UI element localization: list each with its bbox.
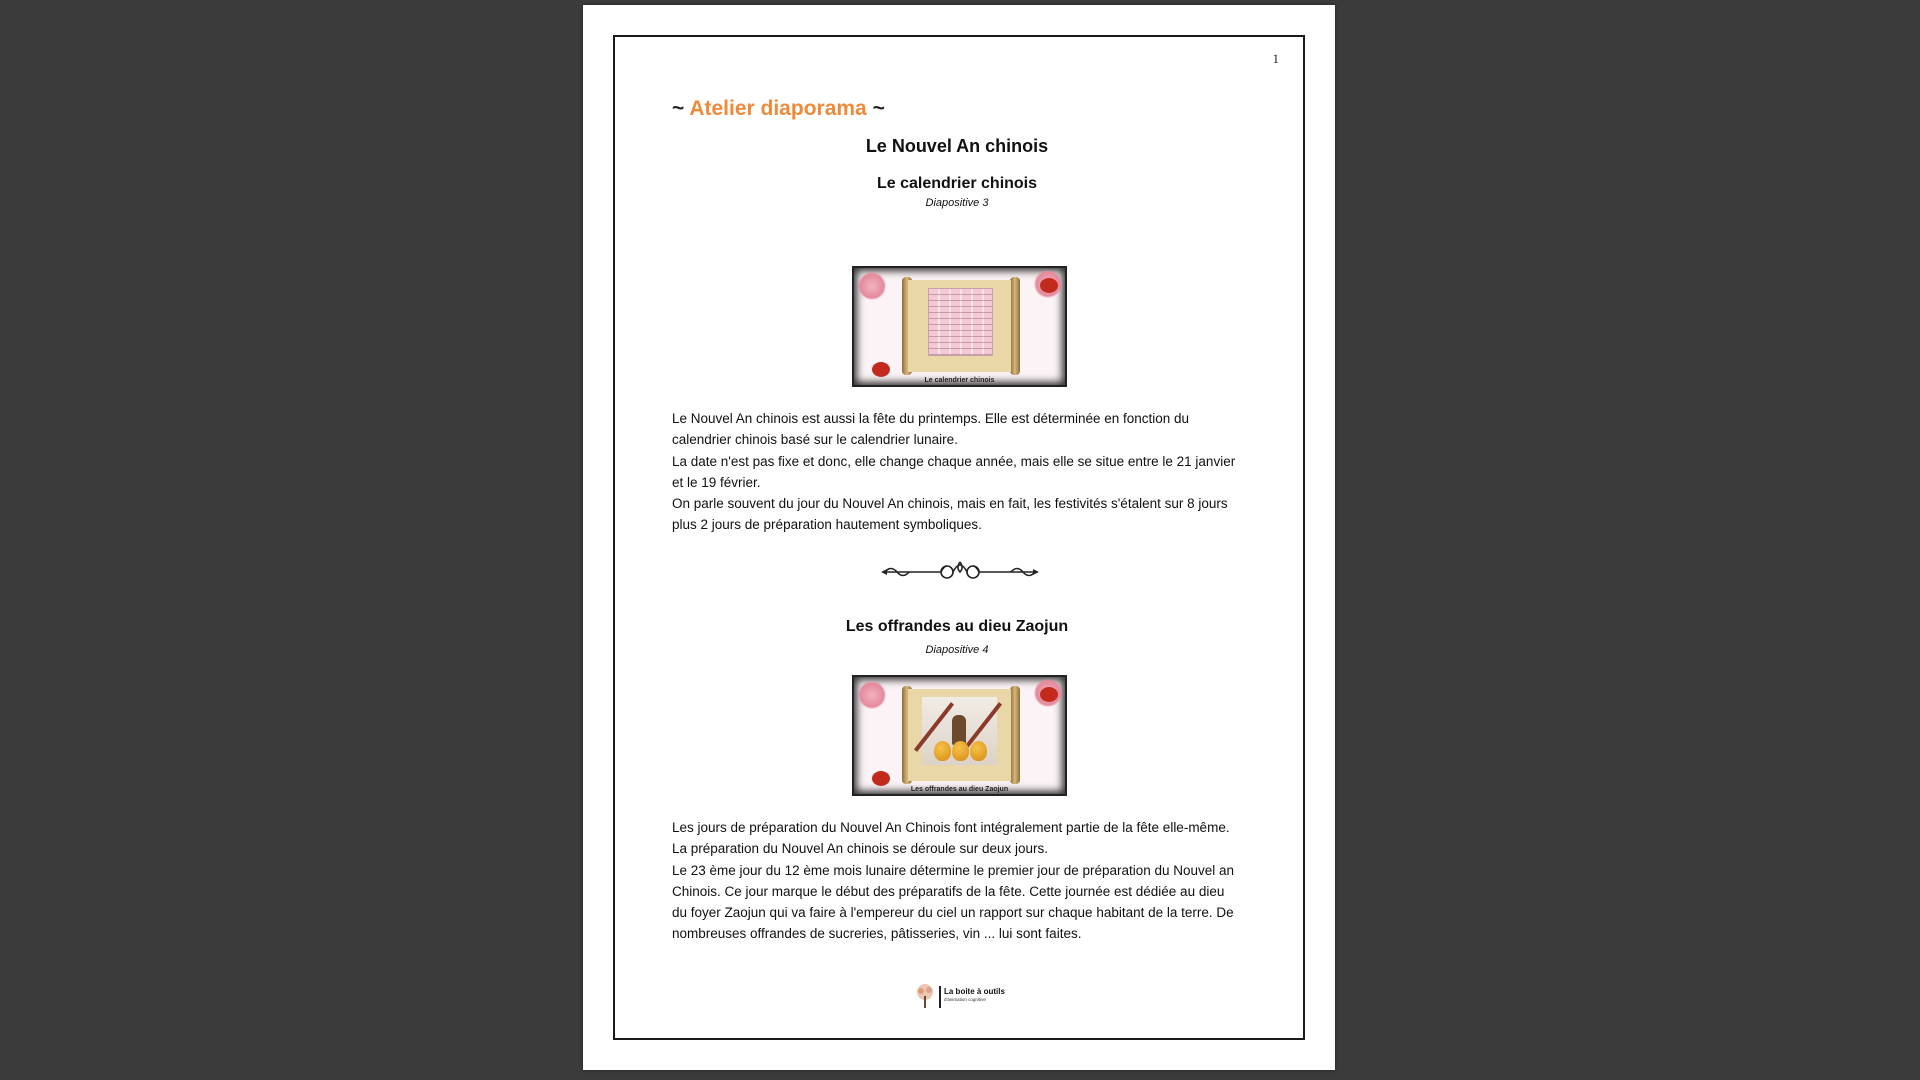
slide-thumbnail-calendar <box>852 266 1067 387</box>
atelier-prefix: ~ <box>672 97 690 120</box>
lantern-decoration <box>872 362 890 377</box>
lantern-decoration <box>1040 687 1058 702</box>
section-title-calendar: Le calendrier chinois <box>876 175 1038 192</box>
logo-tagline: d'animation cognitive <box>944 997 986 1002</box>
scroll-rod-right <box>1010 686 1020 784</box>
document-page <box>583 5 1335 1070</box>
slide-caption-4: Diapositive 4 <box>925 644 989 656</box>
fruit-offering <box>952 741 969 761</box>
lantern-decoration <box>1040 278 1058 293</box>
paragraph-offerings <box>672 817 1242 945</box>
ornamental-divider <box>881 559 1039 585</box>
scroll-rod-right <box>1010 277 1020 375</box>
fruit-offering <box>970 741 987 761</box>
atelier-suffix: ~ <box>866 97 885 120</box>
atelier-title: Atelier diaporama <box>689 97 867 120</box>
lantern-decoration <box>872 771 890 786</box>
parchment <box>908 689 1011 781</box>
slide-label: Le calendrier chinois <box>924 377 995 384</box>
blossom-decoration <box>858 681 886 709</box>
parchment <box>908 280 1011 372</box>
atelier-heading <box>672 97 885 121</box>
slide-caption-3: Diapositive 3 <box>925 197 989 209</box>
fruit-offering <box>934 741 951 761</box>
main-title: Le Nouvel An chinois <box>865 136 1049 156</box>
paragraph-line: La date n'est pas fixe et donc, elle change chaque année, mais elle se situe entre le 21 janvier et le 19 février. <box>672 453 1236 490</box>
logo-separator <box>939 986 941 1008</box>
slide-thumbnail-offerings <box>852 675 1067 796</box>
paragraph-line: Le Nouvel An chinois est aussi la fête du printemps. Elle est déterminée en fonction du calendrier chinois basé sur le calendrier lunaire. <box>672 411 1190 448</box>
paragraph-line: Les jours de préparation du Nouvel An Chinois font intégralement partie de la fête elle-même. La préparation du Nouvel An chinois se déroule sur deux jours. <box>672 820 1230 857</box>
tree-logo-icon <box>914 983 936 1009</box>
publisher-logo <box>914 983 1010 1013</box>
logo-name: La boite à outils <box>944 987 1005 996</box>
slide-label: Les offrandes au dieu Zaojun <box>910 786 1009 793</box>
paragraph-line: On parle souvent du jour du Nouvel An chinois, mais en fait, les festivités s'étalent sur 8 jours plus 2 jours de préparation hautement symboliques. <box>672 496 1228 533</box>
blossom-decoration <box>858 272 886 300</box>
paragraph-calendar <box>672 408 1242 536</box>
calendar-table-image <box>928 288 993 356</box>
page-number: 1 <box>1272 51 1279 66</box>
offerings-photo <box>922 697 997 765</box>
section-title-offerings: Les offrandes au dieu Zaojun <box>845 618 1069 635</box>
paragraph-line: Le 23 ème jour du 12 ème mois lunaire détermine le premier jour de préparation du Nouvel an Chinois. Ce jour marque le début des préparatifs de la fête. Cette journée est dédiée au dieu du foyer Zaojun qui va faire à l'empereur du ciel un rapport sur chaque habitant de la terre. De nombreuses offrandes de sucreries, pâtisseries, vin ... lui sont faites. <box>672 862 1235 942</box>
